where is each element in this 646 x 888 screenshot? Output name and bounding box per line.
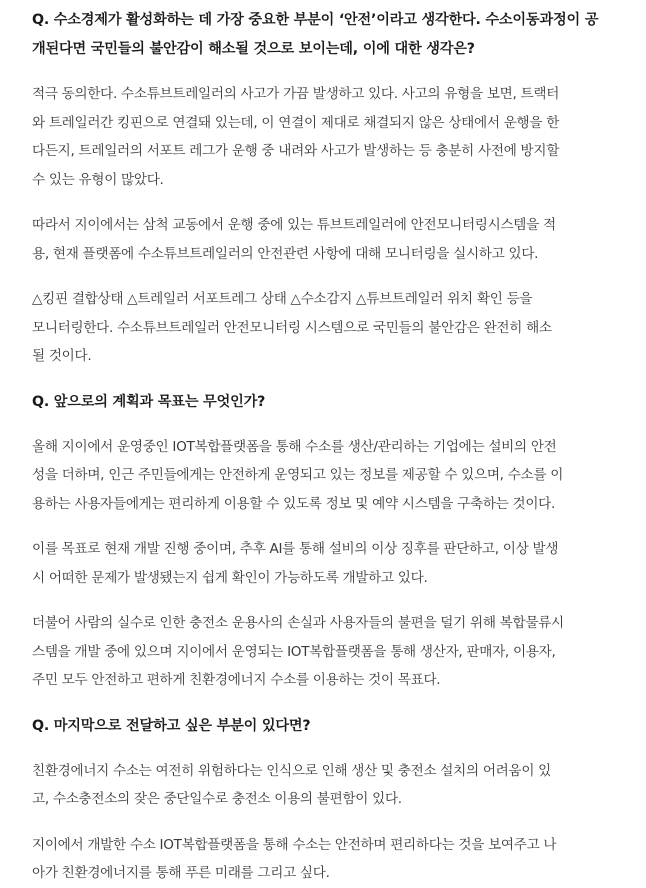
- question-1-line: 개된다면 국민들의 불안감이 해소될 것으로 보이는데, 이에 대한 생각은?: [32, 41, 475, 57]
- answer-1-paragraph-1: [32, 80, 614, 194]
- paragraph-line: 용하는 사용자들에게는 편리하게 이용할 수 있도록 정보 및 예약 시스템을 구축하는 것이다.: [32, 495, 556, 512]
- answer-3-paragraph-2: [32, 831, 614, 888]
- paragraph-line: 이를 목표로 현재 개발 진행 중이며, 추후 AI를 통해 설비의 이상 징후를 판단하고, 이상 발생: [32, 541, 559, 557]
- paragraph-line: 모니터링한다. 수소튜브트레일러 안전모니터링 시스템으로 국민들의 불안감은 완전히 해소: [32, 319, 552, 336]
- paragraph-line: 수 있는 유형이 많았다.: [32, 171, 164, 188]
- answer-2-paragraph-1: [32, 433, 614, 519]
- question-1: [32, 6, 614, 64]
- paragraph-line: 고, 수소충전소의 잦은 중단일수로 충전소 이용의 불편함이 있다.: [32, 791, 402, 807]
- paragraph-line: △킹핀 결합상태 △트레일러 서포트레그 상태 △수소감지 △튜브트레일러 위치 확인 등을: [32, 291, 533, 307]
- paragraph-line: 시 어떠한 문제가 발생됐는지 쉽게 확인이 가능하도록 개발하고 있다.: [32, 569, 428, 586]
- answer-2-paragraph-2: [32, 535, 614, 592]
- answer-3-paragraph-1: [32, 757, 614, 814]
- paragraph-line: 주민 모두 안전하고 편하게 친환경에너지 수소를 이용하는 것이 목표다.: [32, 672, 441, 688]
- paragraph-line: 용, 현재 플랫폼에 수소튜브트레일러의 안전관련 사항에 대해 모니터링을 실시하고 있다.: [32, 245, 539, 262]
- paragraph-line: 올해 지이에서 운영중인 IOT복합플랫폼을 통해 수소를 생산/관리하는 기업에는 설비의 안전: [32, 438, 557, 455]
- paragraph-line: 다든지, 트레일러의 서포트 레그가 운행 중 내려와 사고가 발생하는 등 충분히 사전에 방지할: [32, 143, 560, 159]
- paragraph-line: 스템을 개발 중에 있으며 지이에서 운영되는 IOT복합플랫폼을 통해 생산자, 판매자, 이용자,: [32, 643, 556, 660]
- question-2-line: Q. 앞으로의 계획과 목표는 무엇인가?: [32, 393, 266, 410]
- paragraph-line: 아가 친환경에너지를 통해 푸른 미래를 그리고 싶다.: [32, 865, 330, 881]
- answer-2-paragraph-3: [32, 609, 614, 695]
- paragraph-line: 성을 더하며, 인근 주민들에게는 안전하게 운영되고 있는 정보를 제공할 수 있으며, 수소를 이: [32, 467, 564, 483]
- answer-1-paragraph-3: [32, 285, 614, 371]
- paragraph-line: 친환경에너지 수소는 여전히 위험하다는 인식으로 인해 생산 및 충전소 설치의 어려움이 있: [32, 762, 551, 779]
- question-1-line: Q. 수소경제가 활성화하는 데 가장 중요한 부분이 ‘안전’이라고 생각한다. 수소이동과정이 공: [32, 12, 599, 28]
- question-3-line: Q. 마지막으로 전달하고 싶은 부분이 있다면?: [32, 717, 311, 734]
- paragraph-line: 더불어 사람의 실수로 인한 충전소 운용사의 손실과 사용자들의 불편을 덜기 위해 복합물류시: [32, 615, 564, 631]
- paragraph-line: 지이에서 개발한 수소 IOT복합플랫폼을 통해 수소는 안전하며 편리하다는 것을 보여주고 나: [32, 836, 557, 853]
- paragraph-line: 와 트레일러간 킹핀으로 연결돼 있는데, 이 연결이 제대로 채결되지 않은 상태에서 운행을 한: [32, 114, 560, 131]
- answer-1-paragraph-2: [32, 211, 614, 268]
- question-2: [32, 388, 614, 417]
- question-3: [32, 712, 614, 741]
- paragraph-line: 따라서 지이에서는 삼척 교동에서 운행 중에 있는 튜브트레일러에 안전모니터링시스템을 적: [32, 217, 556, 233]
- paragraph-line: 될 것이다.: [32, 348, 92, 364]
- paragraph-line: 적극 동의한다. 수소튜브트레일러의 사고가 가끔 발생하고 있다. 사고의 유형을 보면, 트랙터: [32, 86, 560, 102]
